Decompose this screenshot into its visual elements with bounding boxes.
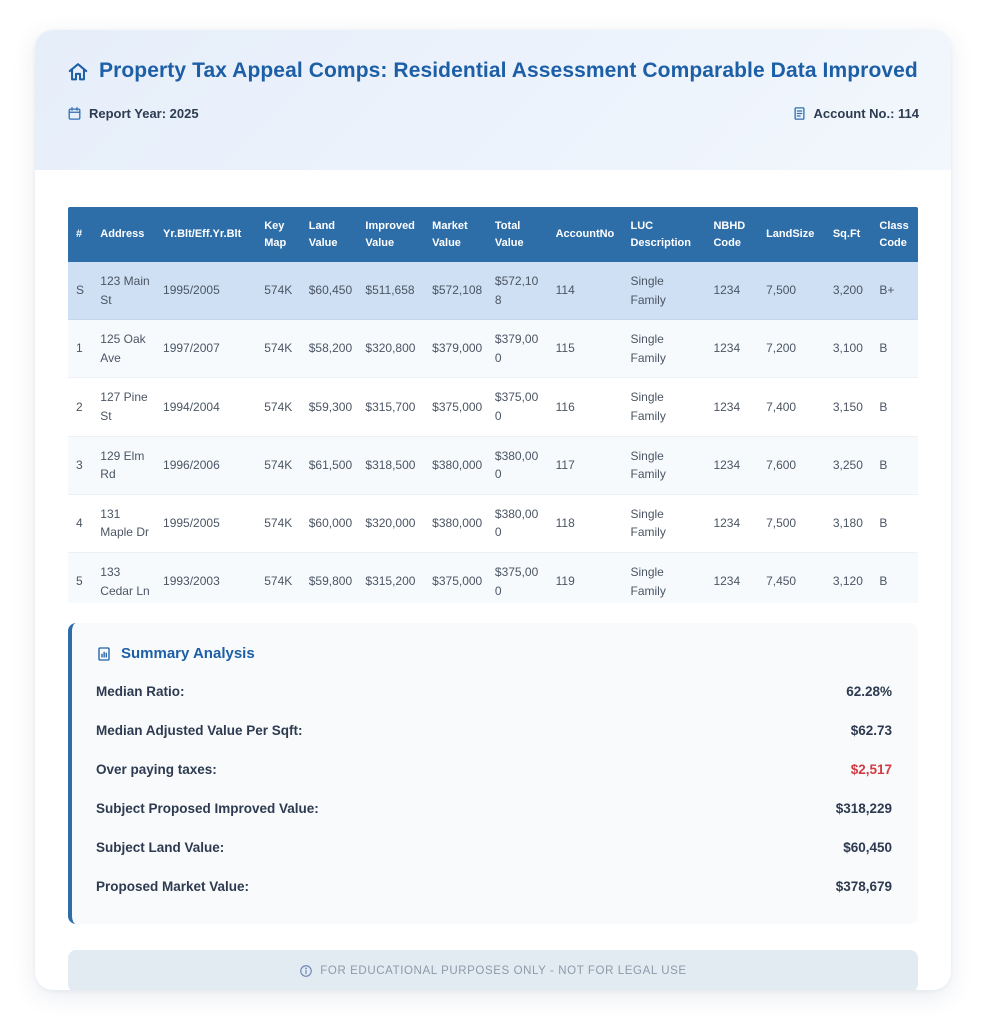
cell-market-value: $375,000 [426,378,489,436]
cell-improved-value: $320,800 [359,320,426,378]
account-no [792,106,919,121]
cell-total-value: $375,000 [489,552,550,603]
cell-nbhd-code: 1234 [707,494,760,552]
column-header: # [68,207,94,262]
cell-yr-blt: 1994/2004 [157,378,258,436]
summary-label: Over paying taxes: [96,762,217,777]
account-no-label: Account No.: 114 [813,106,919,122]
cell-sqft: 3,180 [827,494,874,552]
cell-total-value: $375,000 [489,378,550,436]
disclaimer-bar [68,950,918,990]
cell-sqft: 3,200 [827,262,874,320]
cell-class-code: B [873,436,918,494]
cell-nbhd-code: 1234 [707,320,760,378]
summary-value: $318,229 [835,801,892,816]
cell-sqft: 3,150 [827,378,874,436]
summary-value: 62.28% [846,684,892,699]
cell-class-code: B [873,320,918,378]
cell-total-value: $380,000 [489,494,550,552]
cell-land-size: 7,500 [760,494,827,552]
comps-table-scroll-area[interactable] [68,207,918,603]
comp-row [68,552,918,603]
cell-land-value: $60,000 [303,494,360,552]
cell-account-no: 119 [550,552,625,603]
cell-total-value: $572,108 [489,262,550,320]
cell-address: 133 Cedar Ln [94,552,157,603]
cell-class-code: B [873,378,918,436]
summary-value: $62.73 [850,723,892,738]
summary-row [96,672,892,711]
cell-nbhd-code: 1234 [707,378,760,436]
cell-address: 127 Pine St [94,378,157,436]
chart-document-icon [96,646,112,662]
disclaimer-text: FOR EDUCATIONAL PURPOSES ONLY - NOT FOR LEGAL USE [320,965,687,977]
comp-row [68,436,918,494]
cell-address: 131 Maple Dr [94,494,157,552]
cell-land-value: $61,500 [303,436,360,494]
cell-account-no: 116 [550,378,625,436]
summary-analysis-card [68,623,918,924]
cell-land-size: 7,600 [760,436,827,494]
comp-row [68,320,918,378]
cell-key-map: 574K [258,494,303,552]
summary-label: Proposed Market Value: [96,879,250,894]
cell-yr-blt: 1995/2005 [157,262,258,320]
cell-account-no: 114 [550,262,625,320]
summary-value: $2,517 [850,762,892,777]
cell-land-value: $58,200 [303,320,360,378]
cell-improved-value: $318,500 [359,436,426,494]
cell-class-code: B [873,552,918,603]
cell-luc-description: Single Family [624,552,707,603]
summary-row [96,867,892,906]
cell-key-map: 574K [258,320,303,378]
column-header: AccountNo [550,207,625,262]
cell-num: 1 [68,320,94,378]
summary-value: $378,679 [835,879,892,894]
cell-nbhd-code: 1234 [707,262,760,320]
column-header: Address [94,207,157,262]
cell-num: 5 [68,552,94,603]
cell-class-code: B+ [873,262,918,320]
cell-num: 4 [68,494,94,552]
summary-label: Median Ratio: [96,684,185,699]
cell-num: S [68,262,94,320]
cell-luc-description: Single Family [624,436,707,494]
document-icon [792,106,807,121]
summary-label: Subject Proposed Improved Value: [96,801,319,816]
report-card [35,30,951,990]
column-header: Sq.Ft [827,207,874,262]
cell-land-size: 7,450 [760,552,827,603]
page-title: Property Tax Appeal Comps: Residential Assessment Comparable Data Improved [99,59,918,82]
column-header: LUC Description [624,207,707,262]
cell-yr-blt: 1997/2007 [157,320,258,378]
cell-key-map: 574K [258,552,303,603]
column-header: Key Map [258,207,303,262]
cell-sqft: 3,120 [827,552,874,603]
column-header: Class Code [873,207,918,262]
report-year-label: Report Year: 2025 [89,106,199,122]
cell-market-value: $380,000 [426,436,489,494]
cell-address: 129 Elm Rd [94,436,157,494]
cell-key-map: 574K [258,436,303,494]
cell-market-value: $572,108 [426,262,489,320]
summary-label: Median Adjusted Value Per Sqft: [96,723,303,738]
comp-row [68,494,918,552]
cell-land-value: $59,800 [303,552,360,603]
cell-total-value: $380,000 [489,436,550,494]
column-header: Market Value [426,207,489,262]
report-year [67,106,199,121]
cell-sqft: 3,250 [827,436,874,494]
comps-table [68,207,918,603]
cell-num: 2 [68,378,94,436]
cell-land-value: $60,450 [303,262,360,320]
column-header: Total Value [489,207,550,262]
cell-yr-blt: 1993/2003 [157,552,258,603]
cell-account-no: 118 [550,494,625,552]
cell-key-map: 574K [258,378,303,436]
table-header-row [68,207,918,262]
cell-account-no: 117 [550,436,625,494]
cell-key-map: 574K [258,262,303,320]
summary-row [96,750,892,789]
summary-title: Summary Analysis [121,645,255,662]
cell-land-size: 7,500 [760,262,827,320]
cell-account-no: 115 [550,320,625,378]
column-header: Improved Value [359,207,426,262]
cell-luc-description: Single Family [624,262,707,320]
cell-land-size: 7,200 [760,320,827,378]
cell-total-value: $379,000 [489,320,550,378]
cell-market-value: $379,000 [426,320,489,378]
report-header [35,30,951,170]
cell-num: 3 [68,436,94,494]
cell-nbhd-code: 1234 [707,552,760,603]
cell-sqft: 3,100 [827,320,874,378]
column-header: NBHD Code [707,207,760,262]
summary-row [96,828,892,867]
cell-nbhd-code: 1234 [707,436,760,494]
cell-yr-blt: 1995/2005 [157,494,258,552]
cell-improved-value: $315,200 [359,552,426,603]
comps-table-section [35,170,951,603]
cell-luc-description: Single Family [624,494,707,552]
cell-land-value: $59,300 [303,378,360,436]
cell-address: 123 Main St [94,262,157,320]
column-header: LandSize [760,207,827,262]
cell-luc-description: Single Family [624,378,707,436]
cell-land-size: 7,400 [760,378,827,436]
summary-label: Subject Land Value: [96,840,225,855]
cell-market-value: $380,000 [426,494,489,552]
comp-row [68,378,918,436]
summary-row [96,789,892,828]
cell-luc-description: Single Family [624,320,707,378]
home-icon [67,61,89,83]
cell-class-code: B [873,494,918,552]
calendar-icon [67,106,82,121]
summary-value: $60,450 [843,840,892,855]
info-icon [299,964,313,978]
cell-improved-value: $320,000 [359,494,426,552]
subject-row [68,262,918,320]
cell-improved-value: $315,700 [359,378,426,436]
cell-market-value: $375,000 [426,552,489,603]
cell-address: 125 Oak Ave [94,320,157,378]
column-header: Yr.Blt/Eff.Yr.Blt [157,207,258,262]
cell-improved-value: $511,658 [359,262,426,320]
column-header: Land Value [303,207,360,262]
cell-yr-blt: 1996/2006 [157,436,258,494]
summary-row [96,711,892,750]
